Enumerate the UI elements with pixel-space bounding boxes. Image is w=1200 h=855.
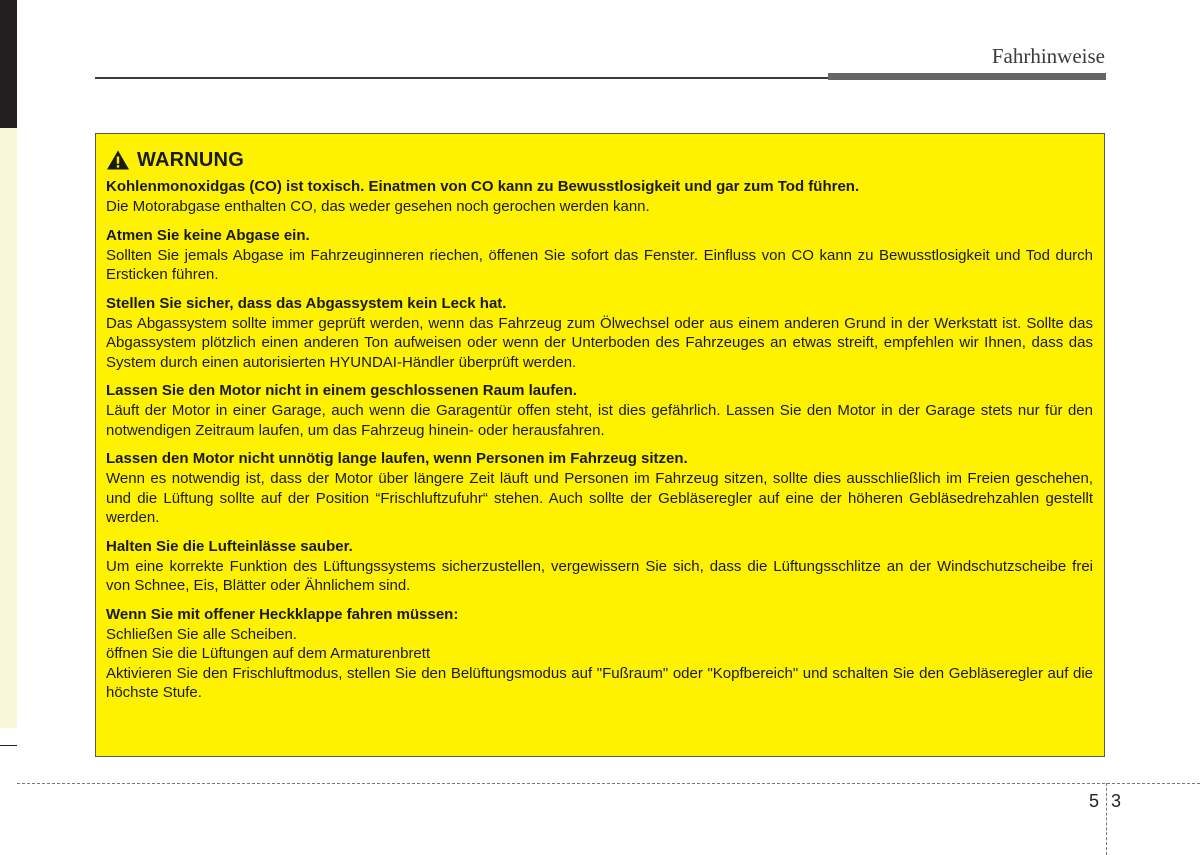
header-rule-accent (828, 73, 1106, 80)
footer-dashed-rule (17, 783, 1200, 784)
section-heading: Wenn Sie mit offener Heckklappe fahren müssen: (106, 605, 459, 623)
section-paragraph: Läuft der Motor in einer Garage, auch wenn die Garagentür offen steht, ist dies gefährlich. Lassen Sie den Motor in der Garage stets nur für den notwendigen Zeitraum laufen, um das Fahrzeug hinein- oder herausfahren. (106, 402, 1093, 439)
section-heading: Atmen Sie keine Abgase ein. (106, 226, 310, 244)
warning-section (106, 294, 1093, 373)
warning-sections (106, 226, 1093, 703)
section-title: Fahrhinweise (991, 44, 1105, 68)
warning-triangle-icon (106, 149, 130, 171)
section-paragraph: öffnen Sie die Lüftungen auf dem Armaturenbrett (106, 645, 431, 662)
warning-box (95, 133, 1105, 757)
page-number: 3 (1111, 791, 1122, 811)
warning-intro-text: Die Motorabgase enthalten CO, das weder gesehen noch gerochen werden kann. (106, 198, 650, 215)
section-paragraph: Wenn es notwendig ist, dass der Motor über längere Zeit läuft und Personen im Fahrzeug sitzen, sollte dies ausschließlich im Freien geschehen, und die Lüftung sollte auf der Position “Frischluftzufuhr“ stehen. Auch sollte der Gebläseregler auf eine der höheren Gebläsedrehzahlen gestellt werden. (106, 470, 1093, 526)
chapter-tab (0, 0, 17, 128)
section-heading: Halten Sie die Lufteinlässe sauber. (106, 537, 353, 555)
section-paragraph: Schließen Sie alle Scheiben. (106, 625, 297, 643)
warning-intro-heading: Kohlenmonoxidgas (CO) ist toxisch. Einatmen von CO kann zu Bewusstlosigkeit und gar zum Tod führen. (106, 178, 860, 195)
warning-section (106, 381, 1093, 440)
section-paragraph: Aktivieren Sie den Frischluftmodus, stellen Sie den Belüftungsmodus auf "Fußraum" oder "Kopfbereich" und schalten Sie den Gebläseregler auf die höchste Stufe. (106, 664, 1093, 701)
section-heading: Lassen Sie den Motor nicht in einem geschlossenen Raum laufen. (106, 382, 577, 399)
warning-section (106, 226, 1093, 285)
warning-title: WARNUNG (137, 148, 244, 171)
chapter-number: 5 (1089, 791, 1100, 811)
section-heading: Stellen Sie sicher, dass das Abgassystem kein Leck hat. (106, 294, 507, 312)
warning-header (106, 147, 1093, 173)
side-divider (0, 745, 17, 746)
warning-section (106, 605, 1093, 703)
chapter-tab-strip (0, 128, 17, 728)
page-number-divider (1106, 783, 1107, 855)
section-paragraph: Das Abgassystem sollte immer geprüft werden, wenn das Fahrzeug zum Ölwechsel oder aus einem anderen Grund in der Werkstatt ist. Sollte das Abgassystem plötzlich einen anderen Ton aufweisen oder wenn der Unterboden des Fahrzeuges an etwas streift, empfehlen wir Ihnen, dass das System durch einen autorisierten HYUNDAI-Händler überprüft werden. (106, 314, 1093, 371)
warning-section (106, 449, 1093, 528)
section-heading: Lassen den Motor nicht unnötig lange laufen, wenn Personen im Fahrzeug sitzen. (106, 450, 688, 467)
warning-section (106, 537, 1093, 596)
header-rule (95, 77, 828, 79)
section-paragraph: Sollten Sie jemals Abgase im Fahrzeuginneren riechen, öffenen Sie sofort das Fenster. Einfluss von CO kann zu Bewusstlosigkeit und Tod durch Ersticken führen. (106, 246, 1093, 283)
section-paragraph: Um eine korrekte Funktion des Lüftungssystems sicherzustellen, vergewissern Sie sich, dass die Lüftungsschlitze an der Windschutzscheibe frei von Schnee, Eis, Blätter oder Ähnlichem sind. (106, 557, 1093, 594)
